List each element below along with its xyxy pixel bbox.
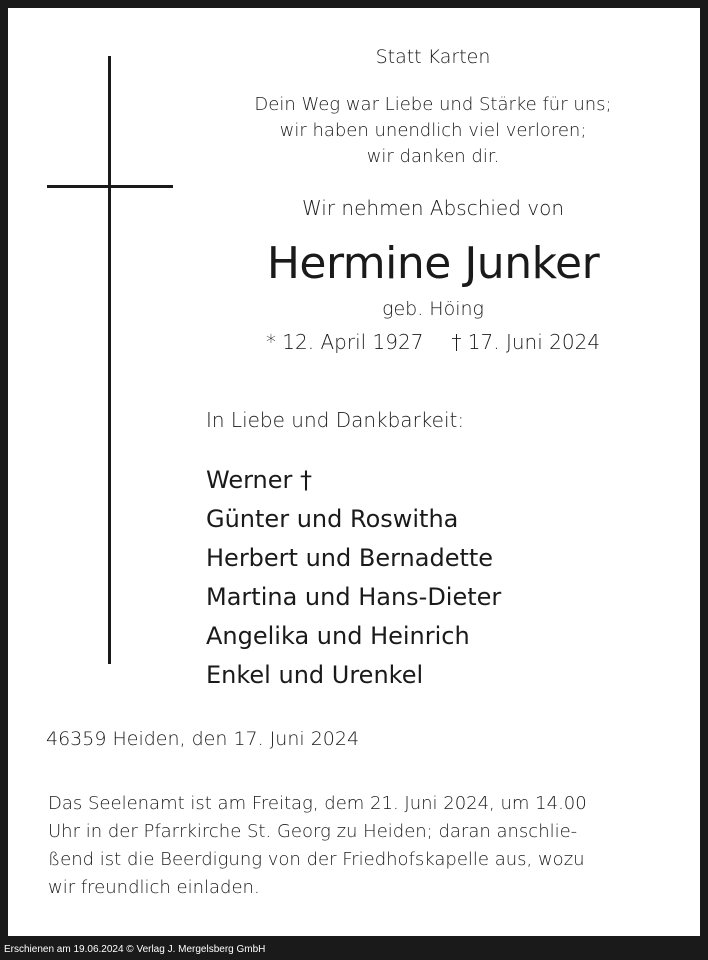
mourner-name: Enkel und Urenkel xyxy=(206,661,424,689)
mourner-name: Martina und Hans-Dieter xyxy=(206,583,502,611)
mourner-name: Herbert und Bernadette xyxy=(206,544,494,572)
verse xyxy=(208,92,658,170)
mourners-list xyxy=(206,461,501,695)
verse-line: wir haben unendlich viel verloren; xyxy=(279,120,587,141)
farewell-intro: Wir nehmen Abschied von xyxy=(301,196,565,220)
notice-line: Uhr in der Pfarrkirche St. Georg zu Heiden; daran anschlie- xyxy=(48,821,578,842)
obituary-notice xyxy=(8,8,700,936)
funeral-notice xyxy=(48,790,587,902)
deceased-name: Hermine Junker xyxy=(266,238,600,289)
statt-karten-label: Statt Karten xyxy=(375,46,491,68)
life-dates xyxy=(208,330,658,354)
verse-line: Dein Weg war Liebe und Stärke für uns; xyxy=(254,94,612,115)
mourner-name: Werner † xyxy=(206,466,313,494)
notice-line: wir freundlich einladen. xyxy=(48,877,260,898)
mourner-name: Günter und Roswitha xyxy=(206,505,459,533)
place-and-date: 46359 Heiden, den 17. Juni 2024 xyxy=(46,728,360,750)
verse-line: wir danken dir. xyxy=(366,146,500,167)
birth-date: * 12. April 1927 xyxy=(265,330,424,354)
maiden-name: geb. Höing xyxy=(382,298,484,320)
death-date: † 17. Juni 2024 xyxy=(451,330,601,354)
mourner-name: Angelika und Heinrich xyxy=(206,622,470,650)
publication-footer: Erschienen am 19.06.2024 © Verlag J. Mergelsberg GmbH xyxy=(4,944,266,955)
mourners-intro: In Liebe und Dankbarkeit: xyxy=(206,408,465,432)
notice-line: ßend ist die Beerdigung von der Friedhofskapelle aus, wozu xyxy=(48,849,585,870)
notice-line: Das Seelenamt ist am Freitag, dem 21. Juni 2024, um 14.00 xyxy=(48,793,587,814)
cross-vertical-bar xyxy=(108,56,111,664)
cross-horizontal-bar xyxy=(47,185,173,188)
